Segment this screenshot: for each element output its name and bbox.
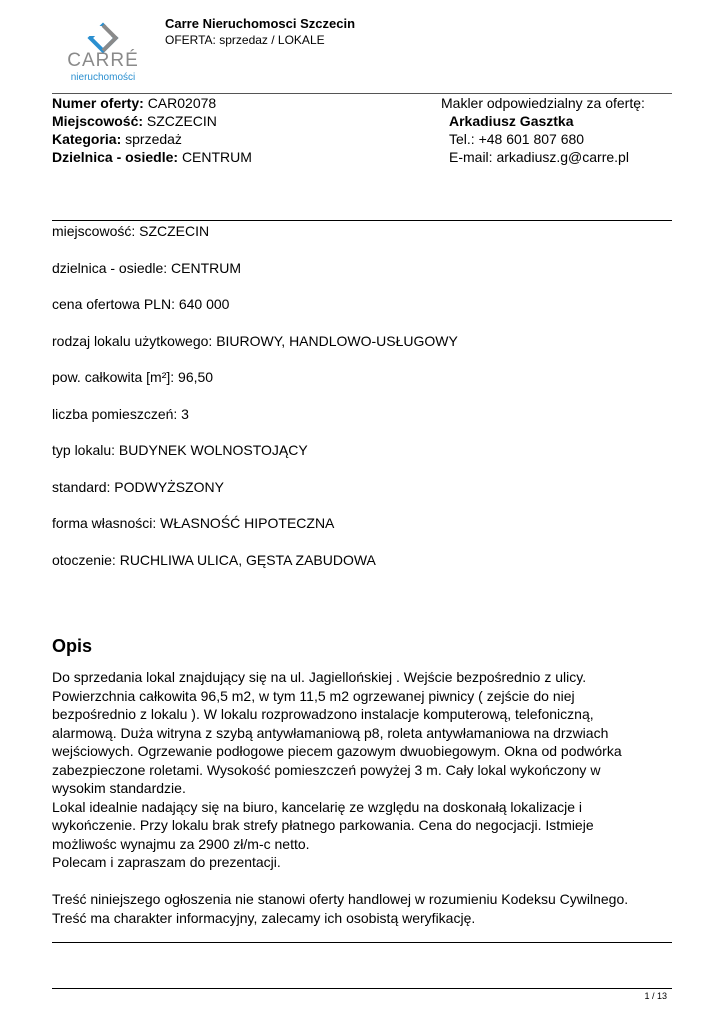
district-label: Dzielnica - osiedle: bbox=[52, 149, 179, 165]
city-row bbox=[52, 112, 217, 130]
description-line: Do sprzedania lokal znajdujący się na ul. Jagiellońskiej . Wejście bezpośrednio z ulicy. bbox=[52, 669, 587, 685]
description-line: alarmową. Duża witryna z szybą antywłamaniową p8, roleta antywłamaniowa na drzwiach bbox=[52, 724, 609, 741]
agent-heading: Makler odpowiedzialny za ofertę: bbox=[441, 95, 645, 111]
description-line: Polecam i zapraszam do prezentacji. bbox=[52, 854, 281, 870]
attribute-item: pow. całkowita [m²]: 96,50 bbox=[52, 369, 214, 385]
attribute-item: otoczenie: RUCHLIWA ULICA, GĘSTA ZABUDOWA bbox=[52, 552, 376, 568]
description-divider bbox=[52, 942, 672, 943]
city-label: Miejscowość: bbox=[52, 113, 144, 129]
attribute-item: rodzaj lokalu użytkowego: BIUROWY, HANDLOWO-USŁUGOWY bbox=[52, 333, 458, 349]
description-line: wysokim standardzie. bbox=[52, 780, 186, 796]
city-value: SZCZECIN bbox=[146, 113, 217, 129]
attribute-item: miejscowość: SZCZECIN bbox=[52, 223, 210, 239]
company-name: Carre Nieruchomosci Szczecin bbox=[165, 16, 356, 31]
attribute-item: cena ofertowa PLN: 640 000 bbox=[52, 296, 230, 312]
page-number: 1 / 13 bbox=[644, 991, 667, 1001]
disclaimer-line: Treść niniejszego ogłoszenia nie stanowi oferty handlowej w rozumieniu Kodeksu Cywilnego. bbox=[52, 891, 629, 907]
attribute-item: standard: PODWYŻSZONY bbox=[52, 479, 224, 495]
description-line: możliwośc wynajmu za 2900 zł/m-c netto. bbox=[52, 835, 310, 852]
agent-name: Arkadiusz Gasztka bbox=[449, 113, 574, 129]
description-line: wykończenie. Przy lokalu brak strefy płatnego parkowania. Cena do negocjacji. Istmieje bbox=[52, 817, 594, 833]
district-value: CENTRUM bbox=[181, 149, 252, 165]
description-line: Lokal idealnie nadający się na biuro, kancelarię ze względu na doskonałą lokalizacje i bbox=[52, 798, 582, 815]
offer-number-value: CAR02078 bbox=[147, 95, 217, 111]
description-line: bezpośrednio z lokalu ). W lokalu rozprowadzono instalacje komputerową, telefoniczną, bbox=[52, 706, 594, 722]
category-value: sprzedaż bbox=[125, 131, 182, 147]
footer-divider bbox=[52, 988, 672, 989]
logo-wordmark: CARRÉ bbox=[67, 50, 139, 71]
attribute-item: dzielnica - osiedle: CENTRUM bbox=[52, 260, 242, 276]
description-line: zabezpieczone roletami. Wysokość pomieszczeń powyżej 3 m. Cały lokal wykończony w bbox=[52, 761, 601, 778]
description-title: Opis bbox=[52, 636, 93, 656]
attribute-item: forma własności: WŁASNOŚĆ HIPOTECZNA bbox=[52, 515, 335, 531]
category-row bbox=[52, 130, 182, 148]
agent-phone: Tel.: +48 601 807 680 bbox=[449, 131, 585, 147]
attribute-item: typ lokalu: BUDYNEK WOLNOSTOJĄCY bbox=[52, 442, 308, 458]
district-row bbox=[52, 148, 252, 166]
description-body bbox=[52, 668, 672, 927]
description-line: Powierzchnia całkowita 96,5 m2, w tym 11,5 m2 ogrzewanej piwnicy ( zejście do niej bbox=[52, 687, 575, 704]
disclaimer-line: Treść ma charakter informacyjny, zalecamy ich osobistą weryfikację. bbox=[52, 909, 476, 926]
attribute-item: liczba pomieszczeń: 3 bbox=[52, 406, 189, 422]
agent-email: E-mail: arkadiusz.g@carre.pl bbox=[449, 149, 629, 165]
category-label: Kategoria: bbox=[52, 131, 122, 147]
offer-number-row bbox=[52, 94, 216, 112]
offer-number-label: Numer oferty: bbox=[52, 95, 144, 111]
description-line: wejściowych. Ogrzewanie podłogowe piecem gazowym dwuobiegowym. Okna od podwórka bbox=[52, 743, 622, 759]
logo-tagline: nieruchomości bbox=[70, 72, 136, 83]
offer-type: OFERTA: sprzedaz / LOKALE bbox=[165, 33, 325, 47]
attributes-divider bbox=[52, 220, 672, 221]
